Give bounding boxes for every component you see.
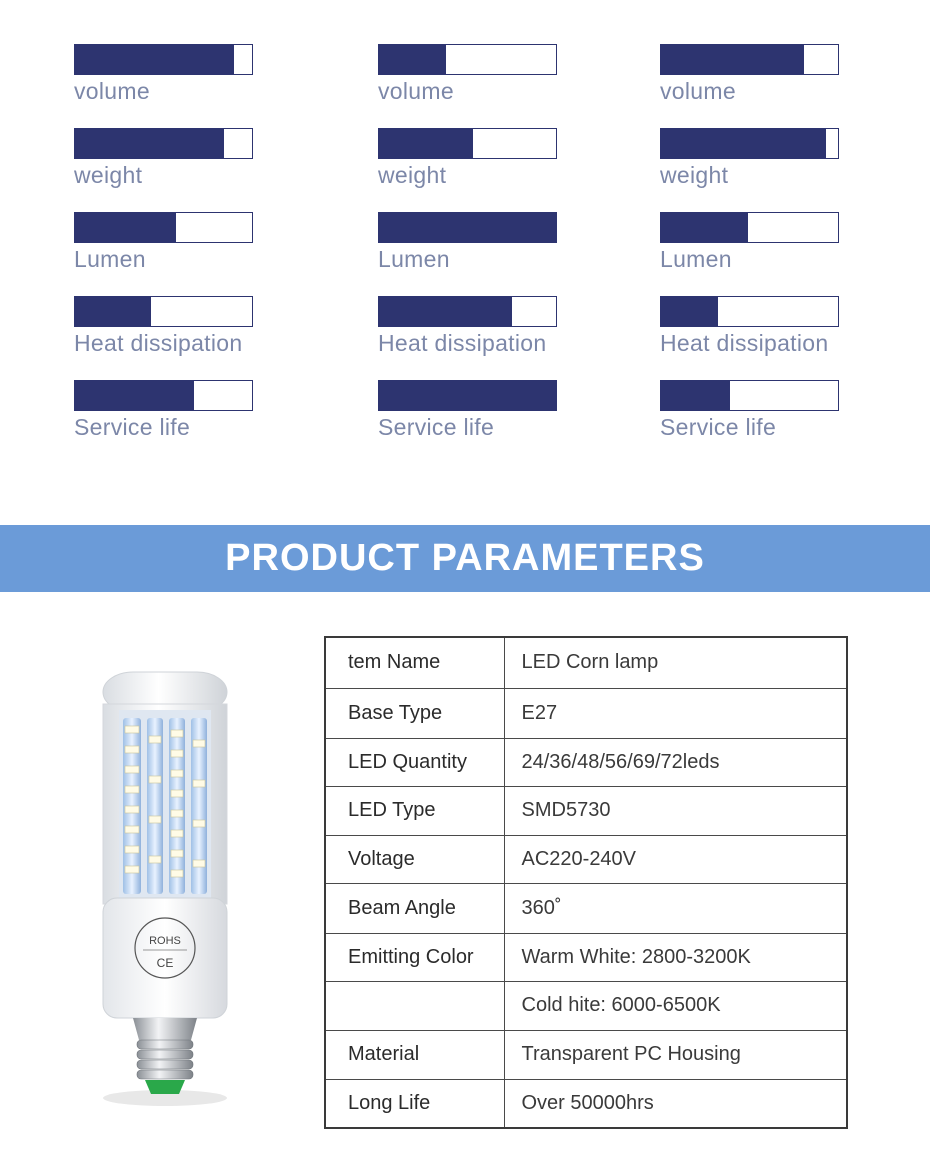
comparison-column-2 bbox=[378, 44, 578, 464]
level-bar-fill bbox=[75, 381, 194, 410]
param-name: Long Life bbox=[325, 1079, 504, 1128]
metric bbox=[74, 296, 274, 380]
table-row bbox=[325, 688, 847, 738]
param-name: Base Type bbox=[325, 688, 504, 738]
param-value: LED Corn lamp bbox=[504, 637, 847, 688]
level-bar-fill bbox=[661, 297, 718, 326]
metric-label: Lumen bbox=[74, 246, 146, 272]
metric-label: weight bbox=[74, 162, 143, 188]
level-bar bbox=[378, 128, 557, 159]
comparison-section bbox=[0, 0, 930, 470]
level-bar bbox=[660, 212, 839, 243]
metric bbox=[74, 44, 274, 128]
metric bbox=[74, 380, 274, 464]
metric-label: Service life bbox=[74, 414, 191, 440]
level-bar bbox=[660, 296, 839, 327]
param-name: LED Quantity bbox=[325, 738, 504, 786]
parameters-table bbox=[324, 636, 848, 1129]
param-value: AC220-240V bbox=[504, 835, 847, 883]
comparison-column-3 bbox=[660, 44, 860, 464]
level-bar bbox=[74, 296, 253, 327]
param-value: Over 50000hrs bbox=[504, 1079, 847, 1128]
level-bar bbox=[74, 128, 253, 159]
param-value: SMD5730 bbox=[504, 786, 847, 835]
metric-label: Heat dissipation bbox=[378, 330, 547, 356]
param-name: Voltage bbox=[325, 835, 504, 883]
level-bar-fill bbox=[661, 381, 730, 410]
metric-label: Service life bbox=[660, 414, 777, 440]
param-value: E27 bbox=[504, 688, 847, 738]
table-row bbox=[325, 883, 847, 933]
level-bar-fill bbox=[75, 297, 151, 326]
level-bar-fill bbox=[379, 297, 512, 326]
metric-label: volume bbox=[74, 78, 150, 104]
param-name: LED Type bbox=[325, 786, 504, 835]
level-bar-fill bbox=[75, 45, 234, 74]
metric-label: Heat dissipation bbox=[74, 330, 243, 356]
corn-lamp-illustration bbox=[95, 668, 235, 1108]
table-row bbox=[325, 1030, 847, 1079]
level-bar bbox=[378, 44, 557, 75]
param-name bbox=[325, 981, 504, 1030]
table-row bbox=[325, 981, 847, 1030]
level-bar-fill bbox=[75, 213, 176, 242]
metric bbox=[660, 296, 860, 380]
metric bbox=[378, 380, 578, 464]
metric-label: weight bbox=[378, 162, 447, 188]
metric bbox=[378, 296, 578, 380]
metric-label: volume bbox=[660, 78, 736, 104]
level-bar-fill bbox=[379, 45, 446, 74]
level-bar-fill bbox=[661, 45, 804, 74]
metric-label: weight bbox=[660, 162, 729, 188]
corn-lamp-image bbox=[95, 668, 235, 1108]
level-bar bbox=[378, 296, 557, 327]
param-name: Beam Angle bbox=[325, 883, 504, 933]
level-bar bbox=[660, 128, 839, 159]
param-value: Warm White: 2800-3200K bbox=[504, 933, 847, 981]
param-name: Material bbox=[325, 1030, 504, 1079]
metric bbox=[660, 44, 860, 128]
table-row bbox=[325, 637, 847, 688]
metric bbox=[74, 128, 274, 212]
banner-title: PRODUCT PARAMETERS bbox=[225, 537, 705, 579]
metric-label: Service life bbox=[378, 414, 495, 440]
metric bbox=[378, 44, 578, 128]
param-name: Emitting Color bbox=[325, 933, 504, 981]
param-value: Cold hite: 6000-6500K bbox=[504, 981, 847, 1030]
level-bar bbox=[74, 44, 253, 75]
section-banner bbox=[0, 525, 930, 592]
table-row bbox=[325, 933, 847, 981]
level-bar-fill bbox=[379, 213, 556, 242]
ce-mark: CE bbox=[156, 956, 174, 970]
param-value: 24/36/48/56/69/72leds bbox=[504, 738, 847, 786]
table-row bbox=[325, 1079, 847, 1128]
metric-label: volume bbox=[378, 78, 454, 104]
metric bbox=[660, 380, 860, 464]
level-bar-fill bbox=[379, 381, 556, 410]
rohs-mark: ROHS bbox=[149, 935, 181, 947]
metric-label: Heat dissipation bbox=[660, 330, 829, 356]
level-bar bbox=[378, 212, 557, 243]
metric bbox=[378, 128, 578, 212]
metric bbox=[378, 212, 578, 296]
level-bar-fill bbox=[661, 129, 826, 158]
level-bar bbox=[74, 380, 253, 411]
level-bar bbox=[378, 380, 557, 411]
param-value: Transparent PC Housing bbox=[504, 1030, 847, 1079]
table-row bbox=[325, 786, 847, 835]
metric-label: Lumen bbox=[660, 246, 732, 272]
level-bar bbox=[660, 44, 839, 75]
metric-label: Lumen bbox=[378, 246, 450, 272]
table-row bbox=[325, 835, 847, 883]
table-row bbox=[325, 738, 847, 786]
param-name: tem Name bbox=[325, 637, 504, 688]
metric bbox=[660, 212, 860, 296]
level-bar bbox=[74, 212, 253, 243]
metric bbox=[74, 212, 274, 296]
param-value: 360˚ bbox=[504, 883, 847, 933]
comparison-column-1 bbox=[74, 44, 274, 464]
metric bbox=[660, 128, 860, 212]
level-bar bbox=[660, 380, 839, 411]
level-bar-fill bbox=[75, 129, 224, 158]
level-bar-fill bbox=[661, 213, 748, 242]
level-bar-fill bbox=[379, 129, 473, 158]
